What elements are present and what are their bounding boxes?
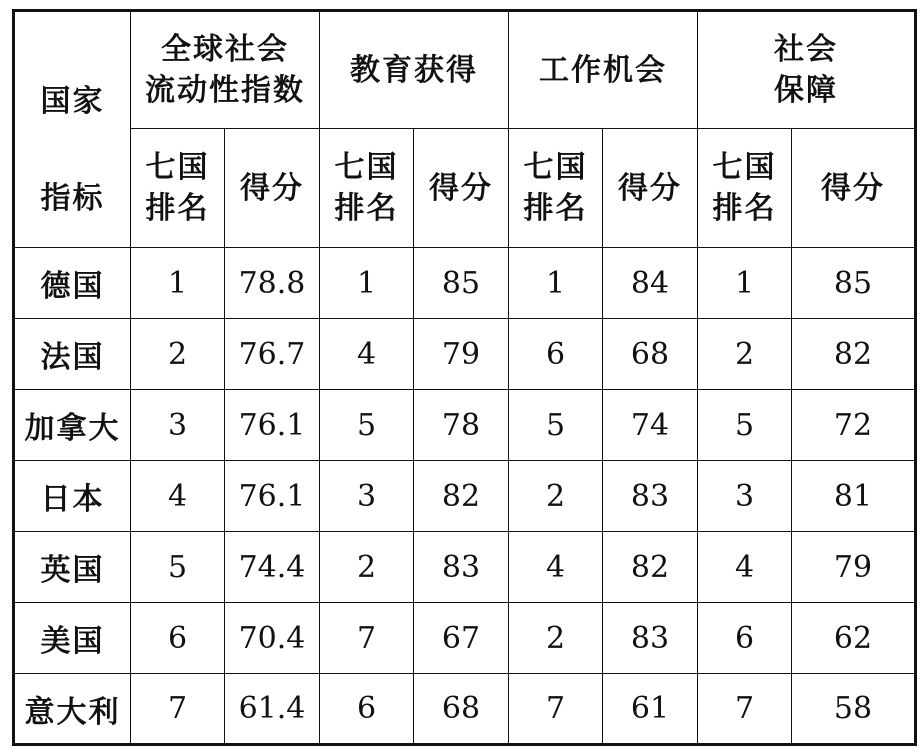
- score-header-mobility-index: 得分: [225, 129, 320, 248]
- corner-header: [14, 11, 131, 248]
- table-row: [14, 319, 916, 390]
- score-cell: 74: [603, 390, 698, 461]
- rank-cell: 2: [320, 532, 414, 603]
- country-cell: 加拿大: [14, 390, 131, 461]
- score-cell: 76.7: [225, 319, 320, 390]
- rank-header-mobility-index: 七国 排名: [131, 129, 225, 248]
- rank-cell: 2: [698, 319, 792, 390]
- rank-cell: 4: [509, 532, 603, 603]
- country-cell: 美国: [14, 603, 131, 674]
- table-row: [14, 461, 916, 532]
- rank-cell: 4: [320, 319, 414, 390]
- rank-cell: 7: [131, 674, 225, 745]
- country-cell: 英国: [14, 532, 131, 603]
- rank-cell: 6: [320, 674, 414, 745]
- rank-cell: 6: [131, 603, 225, 674]
- rank-cell: 7: [698, 674, 792, 745]
- rank-cell: 7: [320, 603, 414, 674]
- score-cell: 76.1: [225, 390, 320, 461]
- table-row: [14, 603, 916, 674]
- corner-indicator-label: 指标: [40, 180, 105, 216]
- corner-country-label: 国家: [40, 83, 105, 119]
- rank-cell: 3: [131, 390, 225, 461]
- table-row: [14, 390, 916, 461]
- rank-cell: 1: [320, 248, 414, 319]
- score-cell: 72: [792, 390, 916, 461]
- rank-cell: 6: [698, 603, 792, 674]
- score-cell: 68: [603, 319, 698, 390]
- rank-cell: 3: [320, 461, 414, 532]
- rank-cell: 3: [698, 461, 792, 532]
- country-cell: 法国: [14, 319, 131, 390]
- score-header-work-opportunity: 得分: [603, 129, 698, 248]
- group-header-social-security: 社会 保障: [698, 11, 916, 129]
- rank-header-social-security: 七国 排名: [698, 129, 792, 248]
- score-cell: 70.4: [225, 603, 320, 674]
- score-cell: 82: [603, 532, 698, 603]
- rank-cell: 5: [320, 390, 414, 461]
- rank-cell: 6: [509, 319, 603, 390]
- score-cell: 85: [792, 248, 916, 319]
- table-row: [14, 674, 916, 745]
- score-cell: 81: [792, 461, 916, 532]
- group-header-mobility-index: 全球社会 流动性指数: [131, 11, 320, 129]
- rank-cell: 7: [509, 674, 603, 745]
- sub-header-row: [14, 129, 916, 248]
- score-cell: 79: [414, 319, 509, 390]
- score-cell: 76.1: [225, 461, 320, 532]
- score-cell: 85: [414, 248, 509, 319]
- country-cell: 德国: [14, 248, 131, 319]
- table-row: [14, 248, 916, 319]
- score-cell: 74.4: [225, 532, 320, 603]
- rank-cell: 1: [131, 248, 225, 319]
- rank-cell: 1: [509, 248, 603, 319]
- score-cell: 58: [792, 674, 916, 745]
- score-cell: 83: [414, 532, 509, 603]
- score-cell: 68: [414, 674, 509, 745]
- score-cell: 84: [603, 248, 698, 319]
- score-cell: 61: [603, 674, 698, 745]
- rank-cell: 2: [509, 603, 603, 674]
- rank-cell: 5: [698, 390, 792, 461]
- score-cell: 83: [603, 603, 698, 674]
- rank-cell: 4: [131, 461, 225, 532]
- rank-cell: 1: [698, 248, 792, 319]
- score-cell: 82: [792, 319, 916, 390]
- country-cell: 日本: [14, 461, 131, 532]
- table-row: [14, 532, 916, 603]
- group-header-row: [14, 11, 916, 129]
- score-cell: 67: [414, 603, 509, 674]
- score-cell: 78: [414, 390, 509, 461]
- group-header-work-opportunity: 工作机会: [509, 11, 698, 129]
- rank-cell: 5: [131, 532, 225, 603]
- score-cell: 78.8: [225, 248, 320, 319]
- rank-cell: 2: [509, 461, 603, 532]
- rank-header-education: 七国 排名: [320, 129, 414, 248]
- mobility-table: [12, 9, 917, 746]
- score-cell: 79: [792, 532, 916, 603]
- score-cell: 82: [414, 461, 509, 532]
- score-cell: 62: [792, 603, 916, 674]
- group-header-education: 教育获得: [320, 11, 509, 129]
- rank-cell: 2: [131, 319, 225, 390]
- score-cell: 83: [603, 461, 698, 532]
- score-cell: 61.4: [225, 674, 320, 745]
- rank-cell: 4: [698, 532, 792, 603]
- score-header-social-security: 得分: [792, 129, 916, 248]
- rank-header-work-opportunity: 七国 排名: [509, 129, 603, 248]
- country-cell: 意大利: [14, 674, 131, 745]
- rank-cell: 5: [509, 390, 603, 461]
- score-header-education: 得分: [414, 129, 509, 248]
